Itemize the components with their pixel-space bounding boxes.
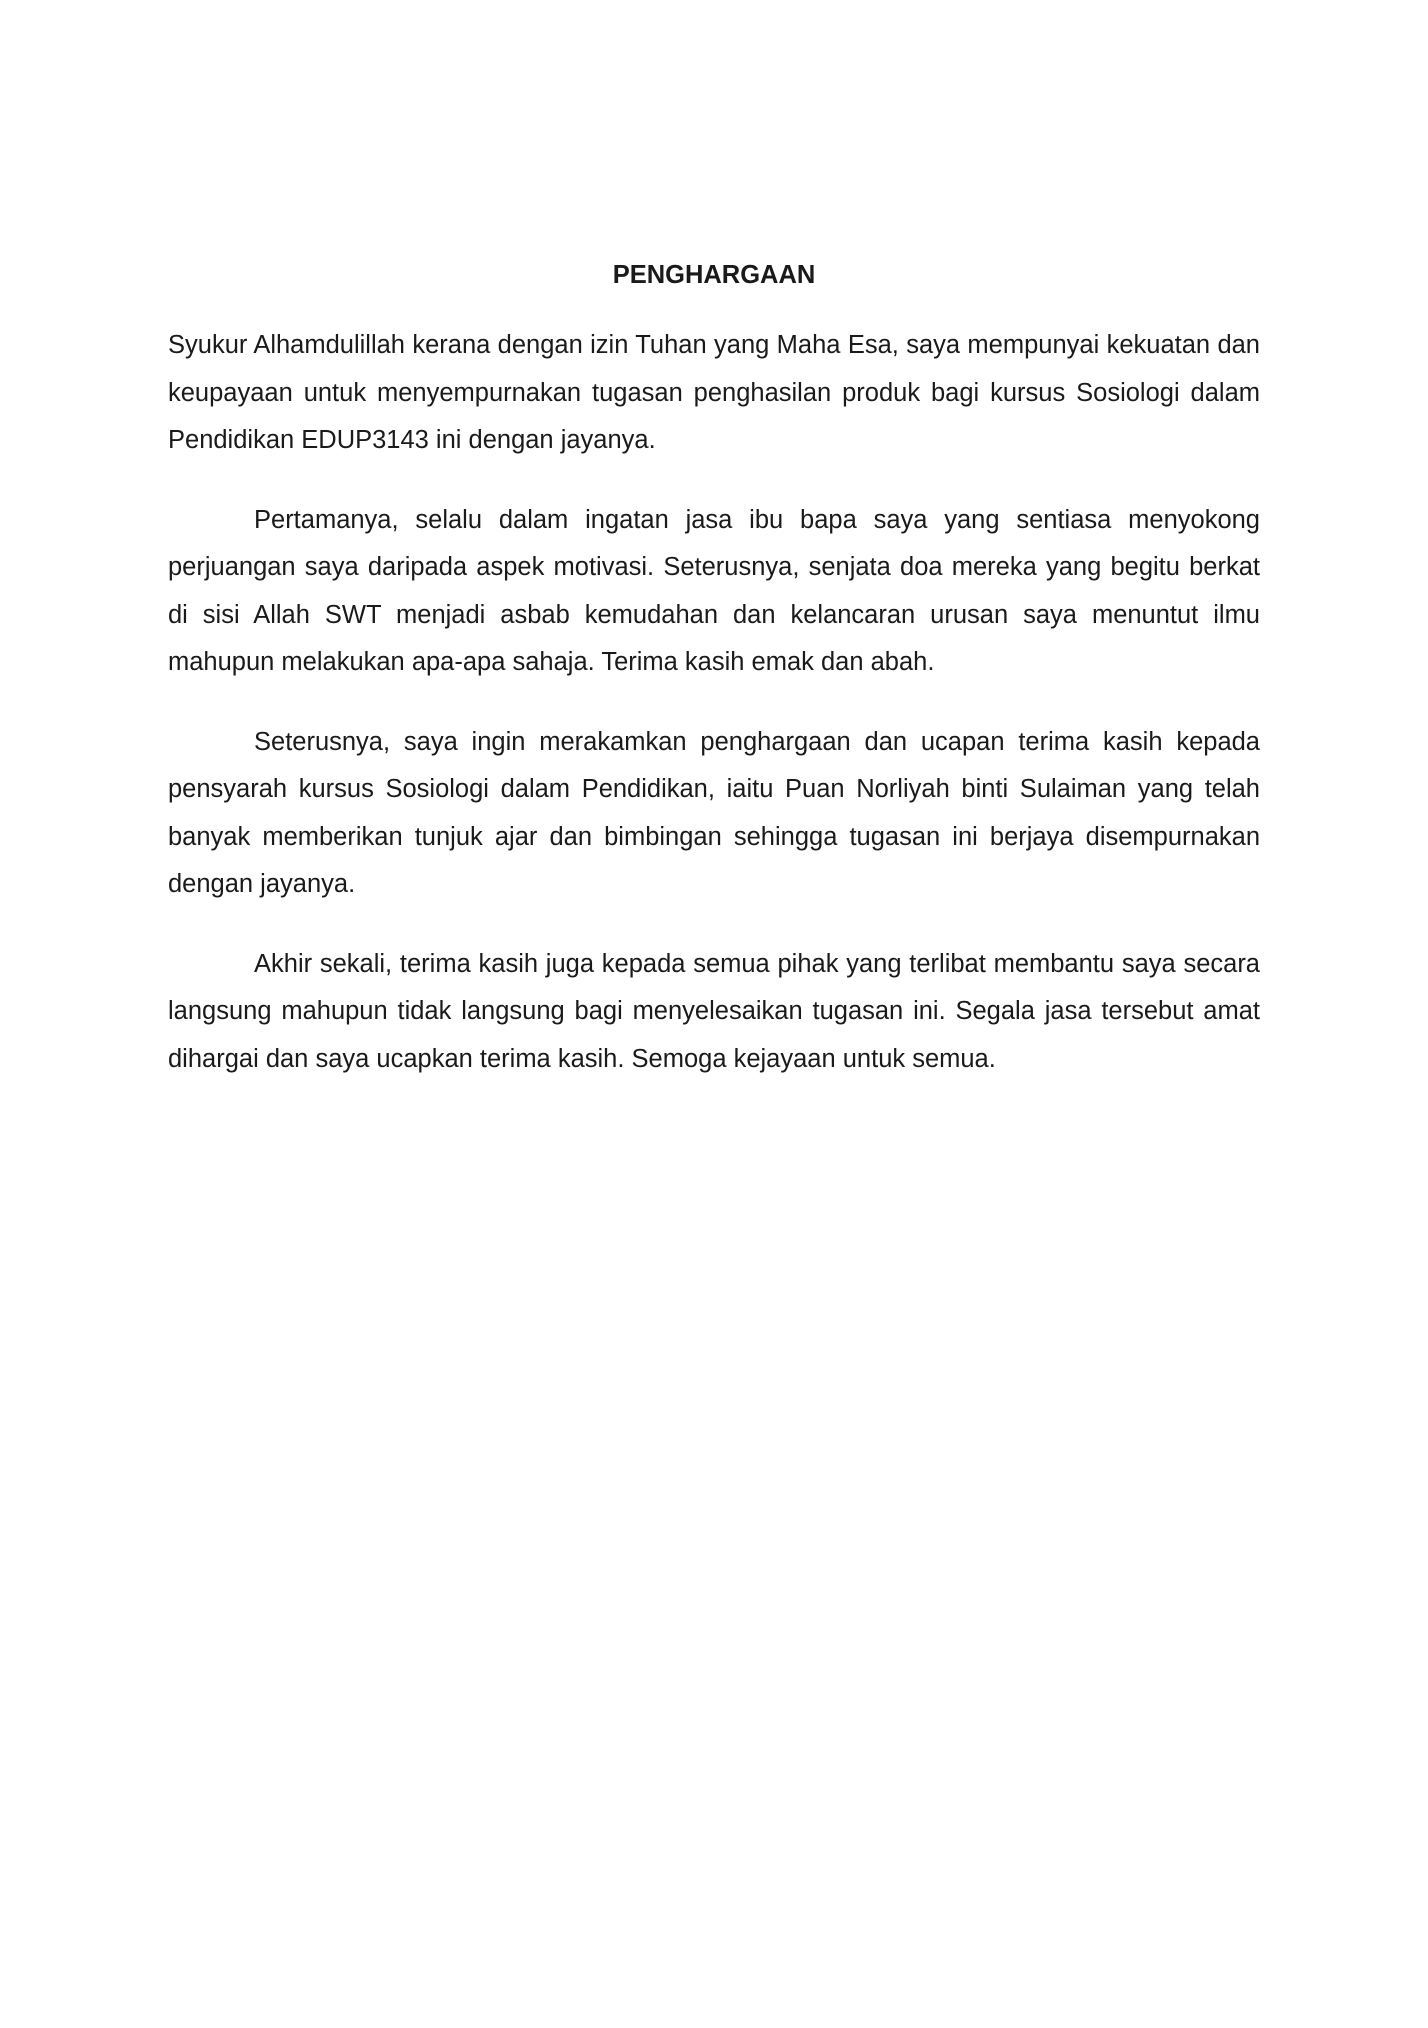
- paragraph-parents: Pertamanya, selalu dalam ingatan jasa ibu bapa saya yang sentiasa menyokong perjuangan saya daripada aspek motivasi. Seterusnya, senjata doa mereka yang begitu berkat di sisi Allah SWT menjadi asbab kemudahan dan kelancaran urusan saya menuntut ilmu mahupun melakukan apa-apa sahaja. Terima kasih emak dan abah.: [168, 505, 1260, 676]
- document-title: PENGHARGAAN: [612, 261, 816, 289]
- paragraph-intro: Syukur Alhamdulillah kerana dengan izin Tuhan yang Maha Esa, saya mempunyai kekuatan dan keupayaan untuk menyempurnakan tugasan penghasilan produk bagi kursus Sosiologi dalam Pendidikan EDUP3143 ini dengan jayanya.: [168, 331, 1260, 454]
- paragraph-closing: Akhir sekali, terima kasih juga kepada semua pihak yang terlibat membantu saya secara langsung mahupun tidak langsung bagi menyelesaikan tugasan ini. Segala jasa tersebut amat dihargai dan saya ucapkan terima kasih. Semoga kejayaan untuk semua.: [168, 949, 1260, 1073]
- paragraph-lecturer: Seterusnya, saya ingin merakamkan penghargaan dan ucapan terima kasih kepada pensyarah kursus Sosiologi dalam Pendidikan, iaitu Puan Norliyah binti Sulaiman yang telah banyak memberikan tunjuk ajar dan bimbingan sehingga tugasan ini berjaya disempurnakan dengan jayanya.: [168, 727, 1260, 898]
- document-body: [168, 258, 1260, 1115]
